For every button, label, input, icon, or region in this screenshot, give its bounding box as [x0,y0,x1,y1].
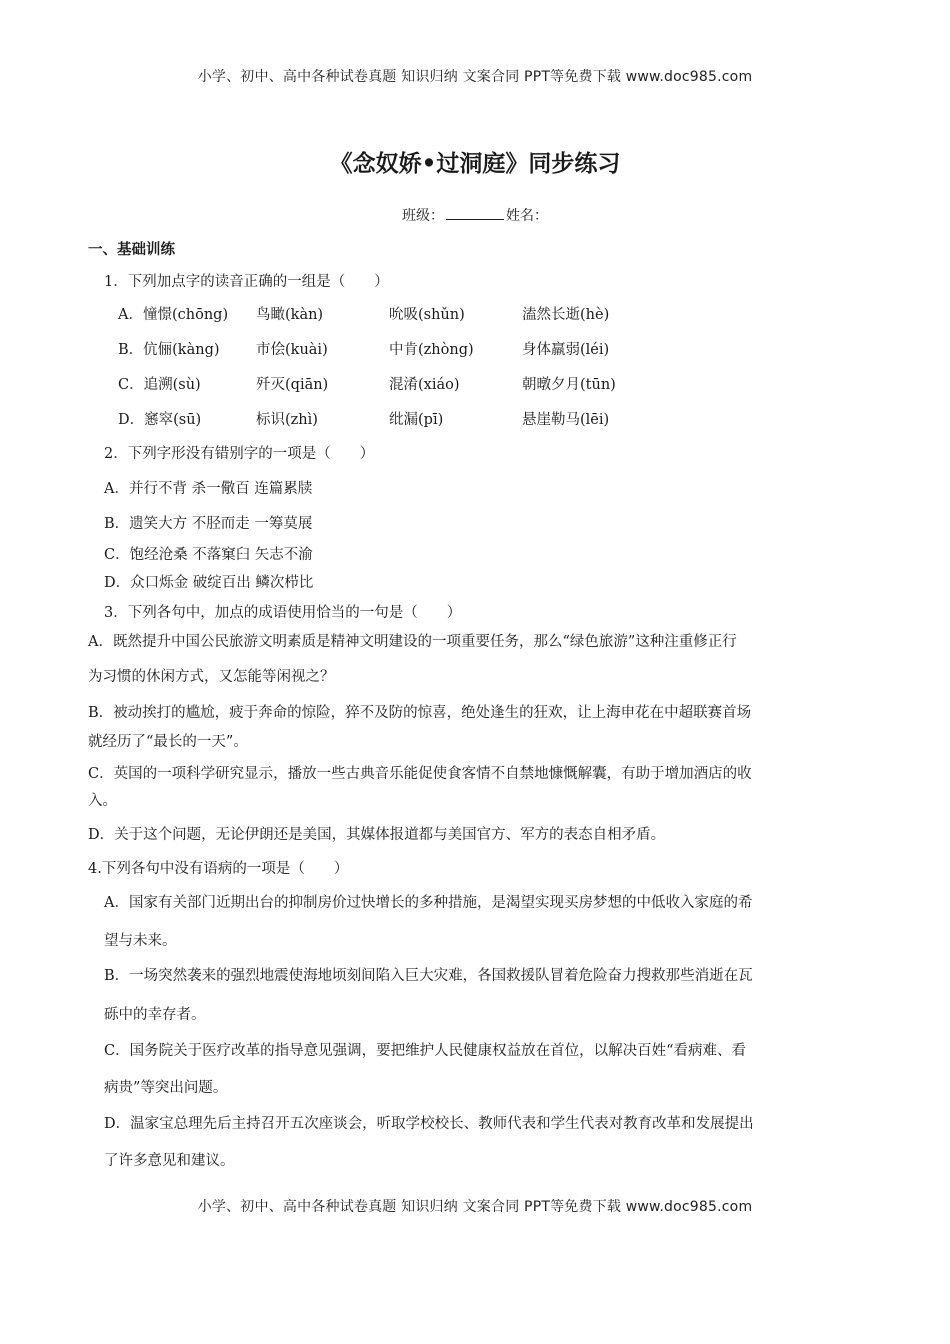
q3-line-5: C．英国的一项科学研究显示，播放一些古典音乐能促使食客情不自禁地慷慨解囊，有助于增加酒店的收 [88,766,752,782]
q1-option-c1: C．追溯(sù) [118,377,201,393]
q1-option-d3: 纰漏(pī) [389,412,444,428]
q1-option-d1: D．窸窣(sū) [118,412,202,428]
q1-option-a2: 鸟瞰(kàn) [256,307,324,323]
page-header: 小学、初中、高中各种试卷真题 知识归纳 文案合同 PPT等免费下载 www.doc985.com [197,69,753,85]
class-label: 班级： [402,208,444,224]
q2-option-a: A．并行不背 杀一儆百 连篇累牍 [104,481,313,497]
q3-line-3: B．被动挨打的尴尬，疲于奔命的惊险，猝不及防的惊喜，绝处逢生的狂欢，让上海申花在中超联赛首场 [88,705,752,721]
q4-line-5: C．国务院关于医疗改革的指导意见强调，要把维护人民健康权益放在首位，以解决百姓“看病难、看 [104,1043,747,1059]
class-blank [446,207,504,220]
q1-option-b1: B．伉俪(kàng) [118,342,220,358]
q3-line-1: A．既然提升中国公民旅游文明素质是精神文明建设的一项重要任务，那么“绿色旅游”这种注重修正行 [88,634,737,650]
q1-option-c4: 朝暾夕月(tūn) [522,377,616,393]
q2-stem: 2．下列字形没有错别字的一项是（ ） [104,446,375,462]
q1-option-b3: 中肯(zhòng) [389,342,474,358]
name-label: 姓名： [506,208,548,224]
q4-line-6: 病贵”等突出问题。 [104,1080,228,1096]
q3-line-6: 入。 [88,793,117,809]
q2-option-c: C．饱经沧桑 不落窠臼 矢志不渝 [104,547,313,563]
q4-line-2: 望与未来。 [104,933,177,949]
q1-option-a1: A．憧憬(chōng) [118,307,229,323]
page-footer: 小学、初中、高中各种试卷真题 知识归纳 文案合同 PPT等免费下载 www.doc985.com [197,1199,753,1215]
q3-line-2: 为习惯的休闲方式，又怎能等闲视之？ [88,669,335,685]
class-name-line [0,205,950,225]
q4-line-4: 砾中的幸存者。 [104,1007,206,1023]
q3-line-7: D．关于这个问题，无论伊朗还是美国，其媒体报道都与美国官方、军方的表态自相矛盾。 [88,827,666,843]
q1-option-b4: 身体羸弱(léi) [522,342,610,358]
q3-line-4: 就经历了“最长的一天”。 [88,734,248,750]
q1-option-a4: 溘然长逝(hè) [522,307,610,323]
q4-line-3: B．一场突然袭来的强烈地震使海地顷刻间陷入巨大灾难，各国救援队冒着危险奋力搜救那些消逝在瓦 [104,968,753,984]
q2-option-d: D．众口烁金 破绽百出 鳞次栉比 [104,575,314,591]
q4-line-8: 了许多意见和建议。 [104,1153,235,1169]
q1-option-c3: 混淆(xiáo) [389,377,460,393]
q1-option-d4: 悬崖勒马(lēi) [522,412,610,428]
q1-option-b2: 市侩(kuài) [256,342,328,358]
q1-option-c2: 歼灭(qiān) [256,377,329,393]
q1-option-a3: 吮吸(shǔn) [389,307,465,323]
q4-line-1: A．国家有关部门近期出台的抑制房价过快增长的多种措施，是渴望实现买房梦想的中低收入家庭的希 [104,895,753,911]
page-title: 《念奴娇•过洞庭》同步练习 [329,150,621,177]
q1-option-d2: 标识(zhì) [256,412,318,428]
q2-option-b: B．遗笑大方 不胫而走 一筹莫展 [104,516,313,532]
section-heading: 一、基础训练 [88,242,175,258]
q1-stem: 1．下列加点字的读音正确的一组是（ ） [104,274,389,290]
q4-line-7: D．温家宝总理先后主持召开五次座谈会，听取学校校长、教师代表和学生代表对教育改革和发展提出 [104,1116,754,1132]
q3-stem: 3．下列各句中，加点的成语使用恰当的一句是（ ） [104,605,462,621]
q4-stem: 4.下列各句中没有语病的一项是（ ） [88,861,349,877]
